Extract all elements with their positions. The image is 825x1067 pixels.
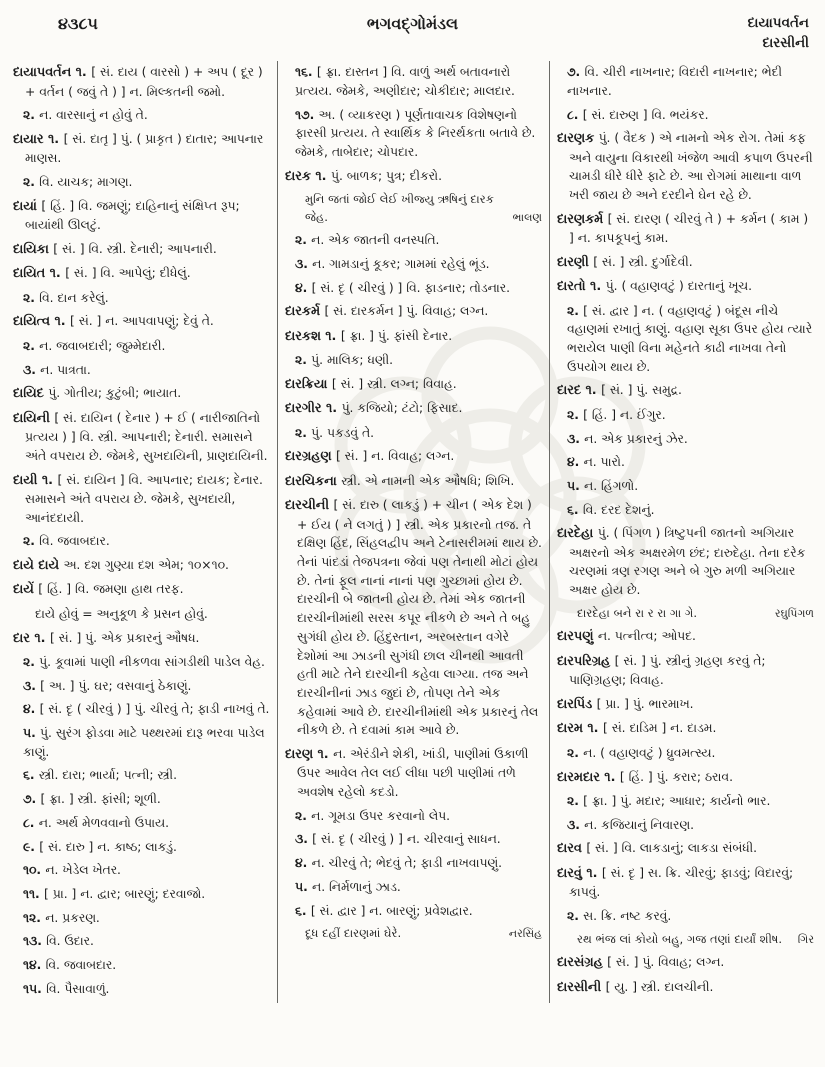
definition-text: [ સં. દૃ ( ચીરવું ) ] પું. ચીરવું તે; ફાડી નાખવું તે. bbox=[39, 702, 270, 717]
definition-text: પું. ( વૈદક ) એ નામનો એક રોગ. તેમાં કફ અને વાયુના વિકારથી ખંજેળ આવી કપાળ ઉપરની ચામડી ધીરે ધીરે ફાટે છે. આ રોગમાં માથાના વાળ ખરી જાય છે અને દરદીને ઘેન રહે છે. bbox=[569, 131, 813, 202]
sense-line bbox=[285, 231, 542, 250]
sense-line bbox=[13, 724, 270, 761]
definition-text: વિ. જવાબદાર. bbox=[39, 534, 110, 549]
dictionary-entry bbox=[13, 580, 270, 599]
sense-number: ૭. bbox=[23, 792, 41, 807]
definition-text: [ સં. ] ન. વિવાહ; લગ્ન. bbox=[335, 449, 455, 464]
headword: દાયિદ bbox=[13, 386, 49, 402]
definition-text: ન. ગામડાનું કૂકર; ગામમાં રહેલું ભૂંડ. bbox=[312, 256, 490, 271]
sense-line bbox=[557, 453, 814, 472]
headword: દારમ ૧. bbox=[557, 721, 603, 737]
sense-number: ૫. bbox=[295, 879, 313, 894]
sense-line bbox=[285, 255, 542, 274]
definition-text: વિ. ઉદાર. bbox=[46, 934, 94, 949]
sense-line bbox=[13, 106, 270, 125]
definition-text: [ સં. ] પું. વિવાહ; લગ્ન. bbox=[607, 955, 725, 970]
dictionary-entry bbox=[285, 399, 542, 418]
dictionary-entry bbox=[285, 496, 542, 740]
definition-text: [ સં. ] સ્ત્રી. દુર્ગાદેવી. bbox=[593, 254, 693, 269]
headword: દારસીની bbox=[557, 979, 606, 995]
guide-word-bottom: દારસીની bbox=[762, 34, 809, 51]
definition-text: ન. ગૂમડા ઉપર કરવાનો લેપ. bbox=[311, 808, 451, 823]
dictionary-entry bbox=[13, 240, 270, 259]
definition-text: [ સં. ] પું. સમુદ્ર. bbox=[601, 383, 682, 398]
sense-number: ૧૬. bbox=[295, 65, 317, 80]
headword: દારણ ૧. bbox=[285, 746, 334, 762]
definition-text: ન. એરંડીને શેકી, ખાંડી, પાણીમાં ઉકાળી ઉપર આવેલ તેલ લઈ લીધા પછી પાણીમાં તળે અવશેષ રહેલો કદડો. bbox=[297, 746, 529, 800]
definition-text: ન. ખેડેલ ખેતર. bbox=[45, 863, 121, 878]
headword: દારચીની bbox=[285, 498, 334, 514]
headword: દાયેં bbox=[13, 582, 39, 598]
definition-text: વિ. દરદ દેશનું. bbox=[582, 502, 655, 517]
definition-text: સ. ક્રિ. નષ્ટ કરવું. bbox=[583, 908, 672, 923]
definition-text: [ હિં. ] વિ. જમણા હાથ તરફ. bbox=[38, 582, 184, 597]
definition-text: [ સં. દૃ ] સ. ક્રિ. ચીરવું; ફાડવું; વિદારવું; કાપવું. bbox=[569, 865, 794, 900]
definition-text: ન. એક જાતની વનસ્પતિ. bbox=[311, 233, 440, 248]
dictionary-entry bbox=[557, 627, 814, 646]
sense-number: ૨. bbox=[23, 290, 40, 305]
column-1 bbox=[6, 61, 277, 1003]
definition-text: [ હિં. ] પું. કરાર; ઠરાવ. bbox=[619, 769, 733, 784]
headword: દારદ ૧. bbox=[557, 383, 602, 399]
sense-number: ૧૧. bbox=[23, 886, 45, 901]
book-title: ભગવદ્ગોમંડલ bbox=[366, 14, 459, 33]
sense-line bbox=[557, 816, 814, 835]
definition-text: ન. પ્રકરણ. bbox=[45, 910, 100, 925]
definition-text: પું. બાળક; પુત્ર; દીકરો. bbox=[330, 168, 443, 183]
definition-text: [ હિં. ] ન. ઈંગુર. bbox=[583, 407, 666, 422]
sense-line bbox=[285, 63, 542, 100]
definition-text: ન. હિંગળો. bbox=[584, 478, 639, 493]
sense-line bbox=[13, 814, 270, 833]
guide-word-top: દાયાપવર્તન bbox=[747, 15, 809, 31]
dictionary-entry bbox=[13, 130, 270, 168]
sense-line bbox=[285, 902, 542, 921]
sense-number: ૨. bbox=[295, 808, 312, 823]
sense-number: ૨. bbox=[23, 534, 40, 549]
column-2 bbox=[277, 61, 549, 1003]
sense-number: ૨. bbox=[295, 353, 312, 368]
sense-line bbox=[13, 361, 270, 380]
sense-number: ૬. bbox=[295, 903, 311, 918]
sense-number: ૨. bbox=[567, 793, 584, 808]
dictionary-entry bbox=[557, 277, 814, 296]
dictionary-entry bbox=[557, 210, 814, 248]
definition-text: ન. પત્નીત્વ; ઓપદ. bbox=[597, 629, 696, 644]
definition-text: [ સં. દાય ( વારસો ) + અપ ( દૂર ) + વર્તન ( જવું તે ) ] ન. મિલ્કતની જમો. bbox=[25, 65, 263, 99]
definition-text: [ સં. દૃ ( ચીરવું ) ] ન. ચીરવાનું સાધન. bbox=[312, 832, 501, 847]
sense-line bbox=[557, 106, 814, 125]
sense-line bbox=[285, 279, 542, 298]
headword: દારકશ ૧. bbox=[285, 328, 341, 344]
dictionary-entry bbox=[13, 197, 270, 235]
sense-number: ૩. bbox=[23, 678, 41, 693]
dictionary-columns bbox=[0, 59, 825, 1003]
dictionary-entry bbox=[285, 327, 542, 346]
dictionary-entry bbox=[285, 167, 542, 186]
dictionary-entry bbox=[557, 839, 814, 858]
sense-number: ૨. bbox=[295, 233, 312, 248]
headword: દારણક bbox=[557, 131, 599, 147]
definition-text: [ સં. દારુણ ] વિ. ભયંકર. bbox=[582, 107, 709, 122]
sense-line bbox=[13, 766, 270, 785]
sense-line bbox=[13, 932, 270, 951]
definition-text: ન. પારો. bbox=[583, 455, 625, 470]
definition-text: પું. ( વહાણવટું ) દારતાનું ખૂચ. bbox=[605, 279, 753, 294]
headword: દારપણું bbox=[557, 629, 598, 645]
sense-line bbox=[13, 861, 270, 880]
dictionary-entry bbox=[285, 302, 542, 321]
definition-text: ન. જવાબદારી; જુમ્મેદારી. bbox=[39, 338, 166, 353]
definition-text: [ ફ્રા. દાસ્તન ] વિ. વાળું અર્થ બતાવનારો પ્રત્યય. જેમકે, અણીદાર; ચોકીદાર; માલદાર. bbox=[295, 65, 515, 98]
headword: દારણી bbox=[557, 254, 594, 270]
sense-number: ૮. bbox=[23, 815, 39, 830]
headword: દારતો ૧. bbox=[557, 279, 606, 295]
sense-line bbox=[13, 980, 270, 999]
citation: નરસિંહ bbox=[508, 927, 542, 941]
sense-number: ૧૪. bbox=[23, 957, 46, 972]
headword: દારક ૧. bbox=[285, 168, 331, 184]
definition-text: પું. માલિક; ધણી. bbox=[311, 353, 394, 368]
sense-line bbox=[13, 173, 270, 192]
definition-text: દારદેહા બને રા ર રા ગા ગે. bbox=[577, 605, 698, 620]
definition-text: [ સં. દારકર્મન ] પું. વિવાહ; લગ્ન. bbox=[324, 304, 489, 319]
sense-line bbox=[557, 907, 814, 926]
sense-number: ૩. bbox=[567, 431, 585, 446]
sense-number: ૧૩. bbox=[23, 934, 47, 949]
definition-text: અ. ( વ્યાકરણ ) પૂર્ણતાવાચક વિશેષણનો ફારસી પ્રત્યય. તે સ્વાર્થિક કે નિરર્થકતા બતાવે છે. જેમકે, તાબેદાર; ચોપદાર. bbox=[295, 107, 536, 159]
definition-text: વિ. જવાબદાર. bbox=[45, 957, 117, 972]
definition-text: [ સં. દ્વાર ] ન. ( વહાણવટું ) બંદૂસ નીચે વહાણમાં રખાતું કાણું. વહાણ સૂકા ઉપર હોય ત્યારે ભરાયેલ પાણી વિના મહેનતે કાઢી નાખવા તેનો ઉપયોગ થાય છે. bbox=[567, 303, 813, 374]
definition-text: [ સં. દાતૃ ] પું. ( પ્રાકૃત ) દાતાર; આપનાર માણસ. bbox=[25, 131, 264, 166]
definition-text: વિ. ચીરી નાખનાર; વિદારી નાખનાર; ભેદી નાખનાર. bbox=[567, 65, 782, 98]
sense-number: ૩. bbox=[567, 817, 585, 832]
sense-number: ૮. bbox=[567, 107, 583, 122]
definition-text: [ સં. દારુ ] ન. કાષ્ઠ; લાકડું. bbox=[39, 839, 177, 854]
headword: દાર ૧. bbox=[13, 630, 50, 646]
dictionary-entry bbox=[285, 472, 542, 491]
sense-line bbox=[13, 790, 270, 809]
definition-text: [ સં. ] પું. એક પ્રકારનું ઔષધ. bbox=[49, 630, 200, 645]
dictionary-entry bbox=[557, 768, 814, 787]
page-header bbox=[0, 0, 825, 59]
definition-text: [ ફ્રા. ] પું. ફાંસી દેનાર. bbox=[340, 328, 453, 343]
column-3 bbox=[549, 61, 821, 1003]
definition-text: સ્ત્રી. દારા; ભાર્યા; પત્ની; સ્ત્રી. bbox=[38, 768, 177, 783]
definition-text: દૂધ દહીં દારણમાં ઘેરે. bbox=[305, 926, 402, 941]
definition-text: વિ. પૈસાવાળું. bbox=[46, 981, 110, 996]
sense-number: ૬. bbox=[567, 502, 583, 517]
definition-text: [ સં. ] વિ. સ્ત્રી. દેનારી; આપનારી. bbox=[53, 241, 217, 256]
sense-number: ૧૨. bbox=[23, 910, 46, 925]
sense-number: ૧૦. bbox=[23, 863, 46, 878]
definition-text: ન. નિર્મળાનું ઝાડ. bbox=[312, 879, 401, 894]
sense-number: ૩. bbox=[23, 362, 41, 377]
definition-text: [ સં. દ્વાર ] ન. બારણું; પ્રવેશદ્વાર. bbox=[310, 903, 473, 918]
headword: દારગ્રહણ bbox=[285, 449, 336, 465]
headword: દારકર્મ bbox=[285, 304, 325, 320]
definition-text: [ સં. દાયિન ( દેનાર ) + ઈ ( નારીજાતિનો પ્રત્યય ) ] વિ. સ્ત્રી. આપનારી; દેનારી. સમાસને અંતે વપરાય છે. જેમકે, સુખદાયિની, પ્રાણદાયિની. bbox=[25, 410, 268, 463]
headword: દાયાપવર્તન ૧. bbox=[13, 65, 92, 81]
definition-text: [ સં. ] વિ. આપેલું; દીધેલું. bbox=[65, 266, 191, 281]
headword: દારસંગ્રહ bbox=[557, 955, 608, 971]
sense-line bbox=[285, 106, 542, 162]
headword: દારચિકના bbox=[285, 473, 342, 489]
sense-number: ૨. bbox=[567, 745, 584, 760]
headword: દાયાં bbox=[13, 198, 42, 214]
definition-text: ન. એક પ્રકારનું ઝેર. bbox=[584, 431, 688, 446]
sense-line bbox=[557, 63, 814, 100]
sense-number: ૬. bbox=[23, 768, 39, 783]
headword: દાયી ૧. bbox=[13, 472, 58, 488]
sense-number: ૫. bbox=[567, 478, 585, 493]
citation: ગિર bbox=[797, 932, 814, 946]
sense-line bbox=[285, 424, 542, 443]
sense-number: ૫. bbox=[23, 726, 41, 741]
verse-line bbox=[557, 931, 814, 949]
definition-text: ન. અર્થ મેળવવાનો ઉપાય. bbox=[38, 815, 170, 830]
sense-number: ૩. bbox=[295, 832, 313, 847]
definition-text: [ સં. દૃ ( ચીરવું ) ] વિ. ફાડનાર; તોડનાર. bbox=[311, 280, 511, 295]
dictionary-entry bbox=[557, 953, 814, 972]
sense-line bbox=[285, 807, 542, 826]
sense-line bbox=[557, 430, 814, 449]
headword: દાયિકા bbox=[13, 241, 54, 257]
dictionary-entry bbox=[13, 409, 270, 466]
headword: દારમદાર ૧. bbox=[557, 769, 620, 785]
definition-text: [ પ્રા. ] ન. દ્વાર; બારણું; દરવાજો. bbox=[44, 886, 206, 901]
definition-text: [ સં. દારણ ( ચીરવું તે ) + કર્મન ( કામ ) ] ન. કાપકૂપનું કામ. bbox=[569, 211, 809, 246]
definition-text: [ સં. દાયિન ] વિ. આપનાર; દાયક; દેનાર. સમાસને અંતે વપરાય છે. જેમકે, સુખદાયી, આનંદદાયી. bbox=[25, 472, 263, 525]
headword: દારગીર ૧. bbox=[285, 401, 342, 417]
headword: દાયિત્વ ૧. bbox=[13, 314, 71, 330]
definition-text: પું. ( પિંગળ ) ત્રિષ્ટુપની જાતનો અગિયાર અક્ષરનો એક અક્ષરમેળ છંદ; દારુદેહા. તેના દરેક ચરણમાં ત્રણ રગણ અને બે ગુરુ મળી અગિયાર અક્ષર હોય છે. bbox=[569, 526, 806, 598]
sense-line bbox=[557, 477, 814, 496]
headword: દારવ bbox=[557, 841, 587, 857]
dictionary-entry bbox=[13, 556, 270, 575]
sense-number: ૪. bbox=[23, 702, 40, 717]
definition-text: ન. પાત્રતા. bbox=[40, 362, 91, 377]
sense-line bbox=[285, 854, 542, 873]
definition-text: પું. ગોતીય; કુટુંબી; ભાયાત. bbox=[48, 386, 182, 401]
definition-text: ન. ( વહાણવટું ) ધ્રુવમત્સ્ય. bbox=[583, 745, 716, 760]
headword: દારપરિગ્રહ bbox=[557, 653, 615, 669]
dictionary-entry bbox=[557, 695, 814, 714]
definition-text: વિ. દાન કરેલું. bbox=[39, 290, 109, 305]
dictionary-entry bbox=[557, 978, 814, 997]
dictionary-entry bbox=[557, 129, 814, 205]
idiom-line bbox=[13, 605, 270, 624]
dictionary-entry bbox=[557, 381, 814, 400]
dictionary-entry bbox=[13, 63, 270, 101]
headword: દારણકર્મ bbox=[557, 211, 608, 227]
sense-number: ૨. bbox=[23, 338, 40, 353]
sense-line bbox=[13, 956, 270, 975]
sense-line bbox=[557, 744, 814, 763]
sense-number: ૨. bbox=[23, 175, 40, 190]
sense-number: ૧૫. bbox=[23, 981, 47, 996]
verse-line bbox=[285, 925, 542, 943]
sense-line bbox=[557, 501, 814, 520]
citation: રઘુપિંગળ bbox=[774, 606, 814, 620]
dictionary-entry bbox=[557, 864, 814, 902]
definition-text: પું. સુરંગ ફોડવા માટે પથ્થરમાં દારૂ ભરવા પાડેલ કાણું. bbox=[23, 726, 265, 759]
dictionary-entry bbox=[557, 719, 814, 738]
sense-number: ૨. bbox=[567, 303, 584, 318]
sense-number: ૭. bbox=[567, 65, 585, 80]
definition-text: [ સં. ] વિ. લાકડાનું; લાકડા સંબંધી. bbox=[586, 841, 758, 856]
definition-text: પું. કજિયો; ટંટો; ફિસાદ. bbox=[341, 401, 463, 416]
definition-text: [ પ્રા. ] પું. ભારમાખ. bbox=[596, 696, 694, 711]
definition-text: [ સં. ] પું. સ્ત્રીનું ગ્રહણ કરવું તે; પાણિગ્રહણ; વિવાહ. bbox=[569, 653, 766, 688]
sense-number: ૨. bbox=[567, 407, 584, 422]
definition-text: મુનિ જતાં જોઈ લેઈ ખીજ્યુ ઋષિનું દારક જેહ. bbox=[305, 192, 494, 224]
definition-text: પું. પકડવું તે. bbox=[311, 425, 375, 440]
sense-line bbox=[13, 909, 270, 928]
sense-line bbox=[13, 532, 270, 551]
verse-line bbox=[285, 191, 542, 226]
sense-number: ૪. bbox=[567, 455, 584, 470]
sense-number: ૨. bbox=[295, 425, 312, 440]
definition-text: દાયે હોવું = અનુકૂળ કે પ્રસન હોવું. bbox=[35, 606, 208, 621]
sense-line bbox=[285, 878, 542, 897]
definition-text: [ અ. ] પું. ઘર; વસવાનું ઠેકાણું. bbox=[40, 678, 192, 693]
definition-text: ન. વારસાનું ન હોવું તે. bbox=[39, 108, 148, 123]
sense-line bbox=[13, 677, 270, 696]
definition-text: સ્ત્રી. એ નામની એક ઔષધિ; શિખિ. bbox=[341, 473, 515, 488]
sense-line bbox=[13, 700, 270, 719]
headword: દારક્રિયા bbox=[285, 376, 332, 392]
citation: ભાલણ bbox=[512, 210, 542, 224]
sense-number: ૨. bbox=[23, 108, 40, 123]
dictionary-entry bbox=[13, 629, 270, 648]
definition-text: [ યુ. ] સ્ત્રી. દાલચીની. bbox=[605, 979, 714, 994]
headword: દાયે દાયે bbox=[13, 558, 64, 573]
dictionary-entry bbox=[285, 745, 542, 802]
dictionary-entry bbox=[285, 375, 542, 394]
headword: દાયિની bbox=[13, 410, 55, 426]
sense-line bbox=[13, 337, 270, 356]
sense-number: ૯. bbox=[23, 839, 40, 854]
headword: દાયિત ૧. bbox=[13, 266, 66, 282]
definition-text: [ સં. ] સ્ત્રી. લગ્ન; વિવાહ. bbox=[331, 376, 457, 391]
sense-line bbox=[285, 351, 542, 370]
definition-text: [ સં. દારુ ( લાકડું ) + ચીન ( એક દેશ ) + ઈય ( ને લગતું ) ] સ્ત્રી. એક પ્રકારનો તજ. તે દક્ષિણ હિંદ, સિંહલદ્વીપ અને ટેનાસરીમમાં થાય છે. તેનાં પાંદડાં તેજપત્રના જેવાં પણ તેનાથી મોટાં હોય છે. તેનાં ફૂલ નાનાં નાનાં પણ ગુચ્છામાં હોય છે. દારચીની બે જાતની હોય છે. તેમાં એક જાતની દારચીનીમાંથી સરસ કપૂર નીકળે છે અને તે બહુ સુગંધી હોય છે. હિંદુસ્તાન, અરબસ્તાન વગેરે દેશોમાં આ ઝાડની સુગંધી છાલ ચીનથી આવતી હતી માટે તેને દારચીની કહેવા લાગ્યા. તજ અને દારચીનીનાં ઝાડ જુદાં છે, તોપણ તેને એક કહેવામાં આવે છે. દારચીનીમાંથી એક પ્રકારનું તેલ નીકળે છે. તે દવામાં કામ આવે છે. bbox=[297, 498, 542, 738]
sense-line bbox=[557, 792, 814, 811]
definition-text: [ સં. ] ન. આપવાપણું; દેવું તે. bbox=[70, 314, 214, 329]
dictionary-entry bbox=[285, 447, 542, 466]
dictionary-entry bbox=[557, 524, 814, 600]
dictionary-entry bbox=[13, 471, 270, 528]
sense-line bbox=[13, 838, 270, 857]
guide-words bbox=[458, 14, 809, 53]
definition-text: [ ફ્રા. ] પું. મદાર; આધાર; કાર્યનો ભાર. bbox=[583, 793, 771, 808]
sense-line bbox=[13, 653, 270, 672]
sense-line bbox=[557, 302, 814, 377]
sense-number: ૩. bbox=[295, 256, 313, 271]
headword: દારપિંડ bbox=[557, 696, 597, 712]
headword: દારદેહા bbox=[557, 526, 598, 542]
page-number: ૪૩૮૫ bbox=[58, 14, 98, 33]
definition-text: વિ. યાચક; માગણ. bbox=[39, 175, 133, 190]
headword: દારવું ૧. bbox=[557, 865, 602, 881]
dictionary-entry bbox=[13, 264, 270, 283]
dictionary-entry bbox=[557, 652, 814, 690]
dictionary-entry bbox=[13, 312, 270, 331]
definition-text: [ હિં. ] વિ. જમણું; દાહિનાનું સંક્ષિપ્ત રૂપ; બાયાંથી ઊલટું. bbox=[25, 198, 240, 233]
definition-text: રથ ભંજ લાં કોયો બહુ, ગજ તણાં દાર્યાં શીષ. bbox=[577, 931, 783, 946]
definition-text: અ. દશ ગુણ્યા દશ એમ; ૧૦×૧૦. bbox=[63, 558, 229, 572]
dictionary-entry bbox=[557, 253, 814, 272]
definition-text: [ ફ્રા. ] સ્ત્રી. ફાંસી; શૂળી. bbox=[40, 792, 161, 807]
sense-number: ૨. bbox=[567, 908, 584, 923]
headword: દાયાર ૧. bbox=[13, 131, 64, 147]
sense-line bbox=[285, 830, 542, 849]
sense-line bbox=[13, 885, 270, 904]
sense-line bbox=[13, 289, 270, 308]
definition-text: ન. ચીરવું તે; ભેદવું તે; ફાડી નાખવાપણું. bbox=[311, 856, 503, 871]
verse-line bbox=[557, 605, 814, 623]
sense-number: ૧૭. bbox=[295, 107, 319, 122]
definition-text: [ સં. દાડિમ ] ન. દાડમ. bbox=[602, 721, 717, 736]
sense-number: ૪. bbox=[295, 856, 312, 871]
sense-number: ૨. bbox=[23, 655, 40, 669]
definition-text: પું. કૂવામાં પાણી નીકળવા સાંગડીથી પાડેલ વેહ. bbox=[39, 655, 265, 669]
sense-line bbox=[557, 406, 814, 425]
sense-number: ૪. bbox=[295, 280, 312, 295]
dictionary-entry bbox=[13, 384, 270, 403]
definition-text: ન. કજિયાનું નિવારણ. bbox=[584, 817, 694, 832]
